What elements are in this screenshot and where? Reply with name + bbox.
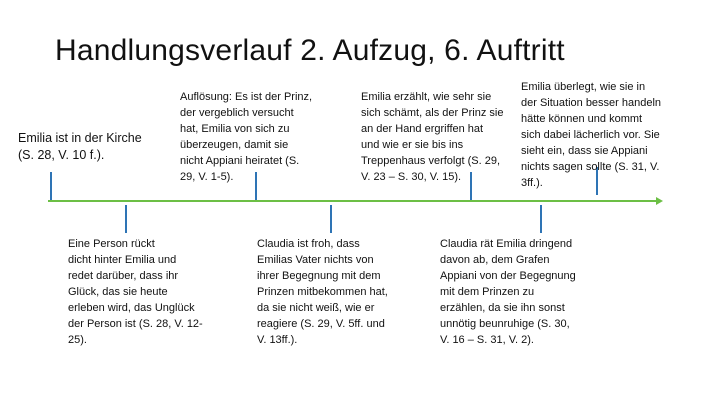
page-title: Handlungsverlauf 2. Aufzug, 6. Auftritt	[55, 34, 565, 67]
timeline-tick	[540, 205, 542, 233]
timeline-tick	[125, 205, 127, 233]
timeline-axis	[48, 200, 658, 202]
event-claudia-raet: Claudia rät Emilia dringend davon ab, dem Grafen Appiani von der Begegnung mit dem Prinzen zu erzählen, da sie ihn sonst unnötig beunruhige (S. 30, V. 16 – S. 31, V. 2).	[440, 238, 576, 346]
event-emilia-ueberlegt: Emilia überlegt, wie sie in der Situation besser handeln hätte können und kommt sich dabei lächerlich vor. Sie sieht ein, dass sie Appiani nichts sagen sollte (S. 31, V. 3ff.).	[521, 81, 662, 189]
event-person-rueckt: Eine Person rückt dicht hinter Emilia und redet darüber, dass ihr Glück, das sie heute erleben wird, das Unglück der Person ist (S. 28, V. 12- 25).	[68, 238, 203, 346]
timeline-tick	[50, 172, 52, 200]
timeline-arrowhead	[656, 197, 663, 205]
event-emilia-in-kirche: Emilia ist in der Kirche (S. 28, V. 10 f.).	[18, 131, 142, 162]
event-claudia-froh: Claudia ist froh, dass Emilias Vater nichts von ihrer Begegnung mit dem Prinzen mitbekommen hat, da sie nicht weiß, wie er reagiere (S. 29, V. 5ff. und V. 13ff.).	[257, 238, 388, 346]
event-aufloesung-prinz: Auflösung: Es ist der Prinz, der vergeblich versucht hat, Emilia von sich zu überzeugen, damit sie nicht Appiani heiratet (S. 29, V. 1-5).	[180, 91, 313, 183]
timeline-tick	[330, 205, 332, 233]
event-emilia-erzaehlt: Emilia erzählt, wie sehr sie sich schämt, als der Prinz sie an der Hand ergriffen hat und wie er sie bis ins Treppenhaus verfolgt (S. 29, V. 23 – S. 30, V. 15).	[361, 91, 504, 183]
